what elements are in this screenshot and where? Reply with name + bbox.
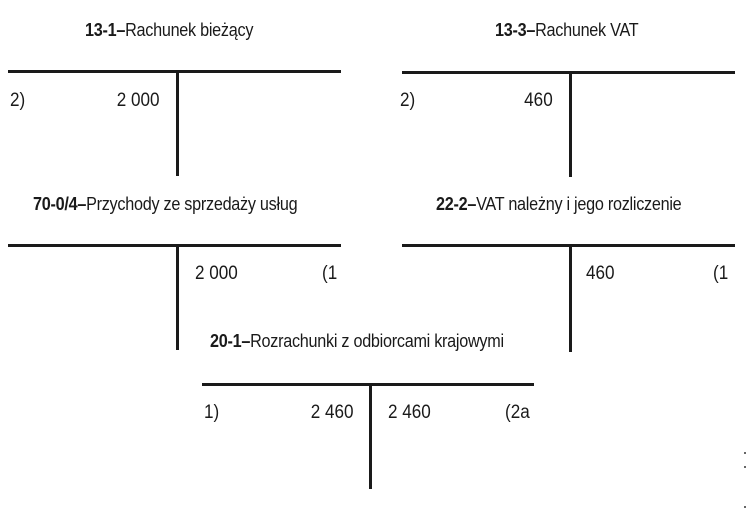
code-separator: – (241, 331, 251, 351)
code-separator: – (526, 20, 536, 40)
scan-mark (744, 452, 746, 454)
account-name: Rozrachunki z odbiorcami krajowymi (250, 331, 504, 351)
t-account-divider (369, 383, 372, 489)
t-account-divider (569, 71, 572, 177)
t-account-divider (176, 244, 179, 350)
code-separator: – (116, 20, 126, 40)
debit-entry-amount: 460 (524, 90, 553, 111)
t-account-divider (569, 244, 572, 352)
credit-entry-ref: (1 (713, 263, 729, 284)
debit-entry-ref: 2) (10, 90, 26, 111)
account-title-70-0-4 (33, 194, 297, 215)
scan-mark (744, 466, 746, 468)
account-code: 13-1 (85, 20, 117, 40)
credit-entry-amount: 2 000 (195, 263, 238, 284)
debit-entry-amount: 2 000 (117, 90, 160, 111)
debit-entry-ref: 2) (400, 90, 416, 111)
credit-entry-amount: 2 460 (388, 402, 431, 423)
credit-entry-ref: (2a (505, 402, 530, 423)
t-account-divider (176, 70, 179, 176)
t-account-top-line (202, 383, 534, 386)
t-account-top-line (8, 70, 341, 73)
account-title-13-3 (495, 20, 638, 41)
debit-entry-ref: 1) (204, 402, 220, 423)
account-code: 20-1 (210, 331, 242, 351)
account-code: 70-0/4 (33, 194, 78, 214)
code-separator: – (467, 194, 477, 214)
scan-mark (744, 506, 746, 508)
account-code: 13-3 (495, 20, 527, 40)
account-name: VAT należny i jego rozliczenie (476, 194, 682, 214)
debit-entry-amount: 2 460 (311, 402, 354, 423)
account-code: 22-2 (436, 194, 468, 214)
code-separator: – (77, 194, 87, 214)
credit-entry-amount: 460 (586, 263, 615, 284)
account-name: Rachunek VAT (535, 20, 639, 40)
account-title-20-1 (210, 331, 504, 352)
credit-entry-ref: (1 (322, 263, 338, 284)
t-account-top-line (8, 244, 341, 247)
account-title-22-2 (436, 194, 681, 215)
account-name: Przychody ze sprzedaży usług (86, 194, 298, 214)
account-title-13-1 (85, 20, 253, 41)
account-name: Rachunek bieżący (125, 20, 254, 40)
